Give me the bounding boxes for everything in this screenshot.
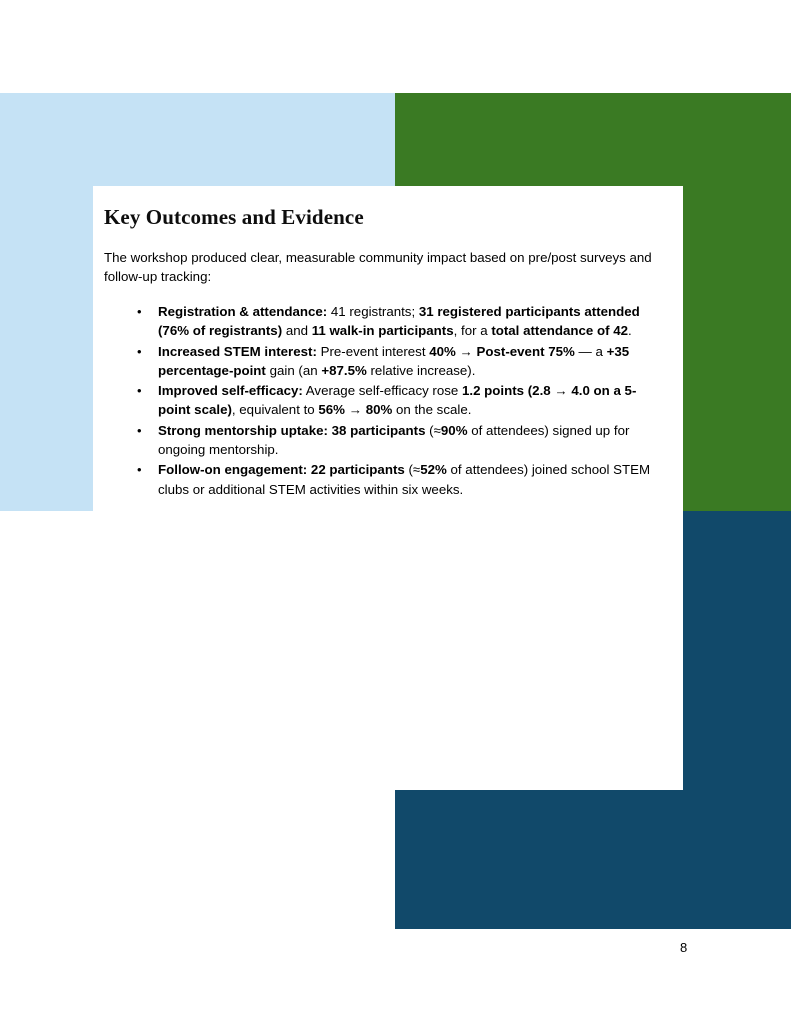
outcome-text-fragment: on the scale. xyxy=(392,402,472,418)
outcome-text-fragment: of attendees) joined school STEM clubs or additional STEM activities within six weeks. xyxy=(158,462,651,497)
outcome-text-fragment: (≈ xyxy=(425,422,441,438)
outcome-label: Increased STEM interest: xyxy=(158,343,317,359)
outcome-text-fragment: Pre-event interest xyxy=(316,343,430,359)
outcome-text-fragment: 41 registrants; xyxy=(327,304,419,319)
bullet-icon: • xyxy=(137,462,142,478)
outcome-text-fragment: 31 registered participants attended (76% of registrants) xyxy=(158,304,640,339)
outcome-text-fragment: +35 percentage-point xyxy=(158,343,630,378)
bullet-icon: • xyxy=(137,383,142,399)
outcome-text-fragment: of attendees) signed up for ongoing mentorship. xyxy=(158,422,630,458)
bullet-icon: • xyxy=(137,343,142,359)
outcome-text-fragment: relative increase). xyxy=(366,362,476,378)
outcome-text-fragment: total attendance of 42 xyxy=(491,323,629,339)
bullet-icon: • xyxy=(137,304,142,319)
outcome-list-item xyxy=(104,421,657,460)
outcome-text-fragment: 52% xyxy=(420,462,447,478)
outcome-text-fragment: 90% xyxy=(440,422,468,438)
outcome-text-fragment: and xyxy=(282,323,312,339)
outcome-text-fragment: 11 walk-in participants xyxy=(311,323,454,339)
outcome-text-fragment: , for a xyxy=(453,323,492,339)
outcome-list-item xyxy=(104,302,657,341)
outcome-text-fragment: Average self-efficacy rose xyxy=(302,383,462,399)
outcome-text-fragment: 40% → Post-event 75% xyxy=(429,343,575,359)
page-title: Key Outcomes and Evidence xyxy=(104,205,364,229)
content-card xyxy=(93,186,683,790)
outcome-label: Registration & attendance: xyxy=(158,304,328,319)
outcome-text-fragment: 38 participants xyxy=(331,422,426,438)
outcome-text-fragment: 1.2 points (2.8 → 4.0 on a 5-point scale) xyxy=(158,383,637,418)
outcome-text-fragment: 22 participants xyxy=(310,462,405,478)
outcome-text-fragment: 56% → 80% xyxy=(318,402,393,418)
outcome-text-fragment: (≈ xyxy=(404,462,421,478)
outcome-label: Strong mentorship uptake: xyxy=(158,422,328,438)
outcome-label: Improved self-efficacy: xyxy=(158,383,303,399)
outcomes-list xyxy=(104,302,657,499)
outcome-text-fragment: . xyxy=(628,323,632,339)
outcome-text-fragment: gain (an xyxy=(265,362,322,378)
bullet-icon: • xyxy=(137,422,142,438)
outcome-label: Follow-on engagement: xyxy=(158,462,308,478)
outcome-list-item xyxy=(104,381,657,420)
outcome-text-fragment: +87.5% xyxy=(321,362,367,378)
intro-paragraph: The workshop produced clear, measurable community impact based on pre/post surveys and follow-up tracking: xyxy=(104,250,652,284)
outcome-text-fragment: , equivalent to xyxy=(231,402,319,418)
outcome-text-fragment: — a xyxy=(574,343,607,359)
outcome-list-item xyxy=(104,460,657,499)
outcome-list-item xyxy=(104,342,657,381)
page-number: 8 xyxy=(680,940,688,955)
